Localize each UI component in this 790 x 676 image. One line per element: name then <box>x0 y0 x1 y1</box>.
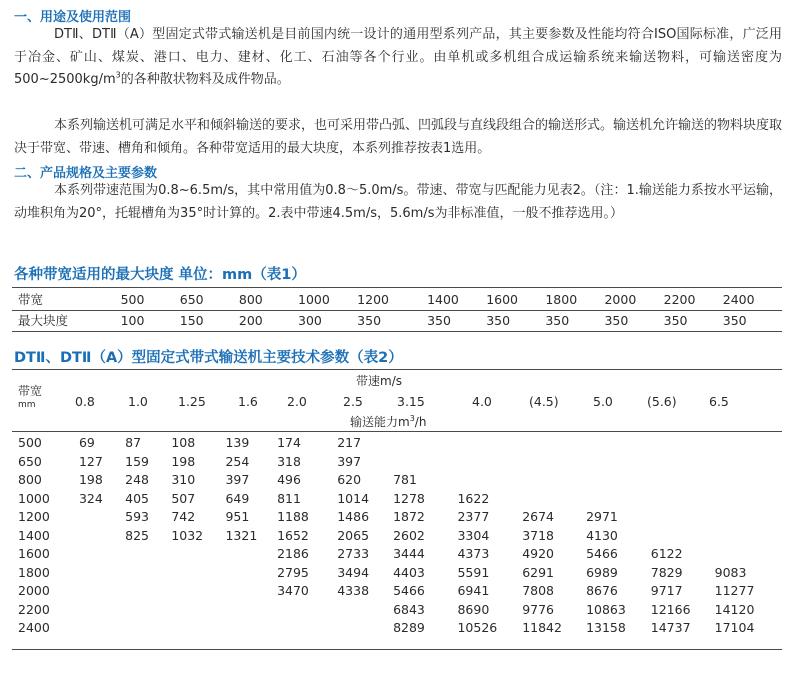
table1-cell: 350 <box>486 313 511 328</box>
table2-cell: 6941 <box>457 583 490 598</box>
table2-cell <box>125 619 171 638</box>
table2-cell <box>225 545 277 564</box>
table2-cell <box>393 453 457 472</box>
table2-cell: 11842 <box>522 620 562 635</box>
table2-cell <box>171 582 225 601</box>
table2-row-width: 2000 <box>18 583 50 598</box>
table2-cell: 825 <box>125 527 150 543</box>
table2-cell: 7829 <box>650 564 683 580</box>
table2-row <box>12 471 782 490</box>
table2-cell <box>225 619 277 638</box>
table2-cell: 3444 <box>393 546 425 561</box>
table2-cell: 4338 <box>337 583 370 598</box>
table2-cell <box>715 490 782 509</box>
table2-cell: 11277 <box>714 583 755 598</box>
table2-cell: 4373 <box>457 546 490 561</box>
table2-cell <box>651 453 715 472</box>
section1-paragraph1-tail: 的各种散状物料及成件物品。 <box>120 72 290 87</box>
section1-heading: 一、用途及使用范围 <box>14 10 132 25</box>
table2-speed-header: 1.0 <box>128 394 148 409</box>
table1-cell: 1400 <box>427 290 486 311</box>
table2-cell <box>522 490 586 509</box>
table2-cell <box>457 471 522 490</box>
table2-row-width: 650 <box>18 453 42 469</box>
table2-cell: 4920 <box>522 546 555 561</box>
table2-cell: 1032 <box>171 527 204 543</box>
table2-cell: 318 <box>277 453 301 469</box>
table2-cell: 397 <box>225 472 250 487</box>
table2-speed-header: (4.5) <box>529 394 559 409</box>
table1-cell: 350 <box>663 313 688 328</box>
table2-row-width: 2200 <box>18 601 50 617</box>
table1 <box>12 290 782 331</box>
table2-cell <box>79 527 125 546</box>
table2-speed-header: 1.6 <box>238 394 258 409</box>
table2-row <box>12 619 782 638</box>
table2-cell: 3718 <box>522 527 555 543</box>
table2-width-label: 带宽 <box>18 384 43 398</box>
table2-cell: 6122 <box>650 546 683 561</box>
table2-row-width: 1800 <box>18 564 50 580</box>
table2-cell: 5466 <box>393 583 425 598</box>
table2-row <box>12 564 782 583</box>
cubic-superscript: 3 <box>115 70 121 80</box>
table2-row <box>12 453 782 472</box>
table1-bottom-rule <box>12 331 782 332</box>
table2-cell: 198 <box>78 472 103 487</box>
table2-speed-header: 4.0 <box>472 394 492 409</box>
table2-row <box>12 490 782 509</box>
table2-cell <box>715 527 782 546</box>
table2-speed-header: 3.15 <box>397 394 425 409</box>
table2-cell: 781 <box>393 472 417 487</box>
table2-row-width: 1000 <box>18 490 50 506</box>
table2-cell: 7808 <box>522 583 555 598</box>
table2-cell: 3304 <box>457 527 490 543</box>
table1-cell: 150 <box>179 313 204 328</box>
table2-cell <box>225 564 277 583</box>
table2-top-rule <box>12 369 782 370</box>
table2-cell: 2733 <box>337 546 370 561</box>
table2-cell <box>79 601 125 620</box>
table2-cell: 9083 <box>714 564 747 580</box>
table2-cell: 8676 <box>586 583 618 598</box>
table2-cell: 159 <box>125 453 150 469</box>
section1-paragraph2: 本系列输送机可满足水平和倾斜输送的要求，也可采用带凸弧、凹弧段与直线段组合的输送形式。输送机允许输送的物料块度取决于带宽、带速、槽角和倾角。各种带宽适用的最大块度，本系列推荐按表1选用。 <box>14 118 783 156</box>
table2-cell <box>171 564 225 583</box>
table1-row-label: 最大块度 <box>18 313 69 328</box>
table2-row-width: 1200 <box>18 509 50 524</box>
table2-cell: 87 <box>125 435 142 450</box>
table2-cell: 12166 <box>650 601 691 617</box>
table2-capacity-text: 输送能力m <box>350 415 410 429</box>
table2-cell <box>79 508 125 527</box>
table2-cell: 507 <box>171 490 196 506</box>
table2-cell <box>125 545 171 564</box>
table2-cell: 4403 <box>393 564 425 580</box>
table2-cell <box>277 619 337 638</box>
table2-cell: 1188 <box>277 509 309 524</box>
table1-cell: 300 <box>298 313 322 328</box>
table2-cell: 1014 <box>337 490 370 506</box>
table2-capacity-superscript: 3 <box>409 414 415 423</box>
table2-cell: 10526 <box>457 620 498 635</box>
table2-cell: 2377 <box>457 509 490 524</box>
table2-row <box>12 582 782 601</box>
table2-cell <box>171 619 225 638</box>
table2-cell <box>522 434 586 453</box>
table2-width-unit: mm <box>18 400 36 410</box>
table2-cell: 9717 <box>650 583 683 598</box>
table2-cell <box>715 453 782 472</box>
table2-speed-header: 2.0 <box>287 394 307 409</box>
table2-cell: 2065 <box>337 527 370 543</box>
section1-paragraph1-text: DTⅡ、DTⅡ（A）型固定式带式输送机是目前国内统一设计的通用型系列产品，其主要参数及性能均符合ISO国际标准，广泛用于冶金、矿山、煤炭、港口、电力、建材、化工、石油等各个行业。由单机或多机组合成运输系统来输送物料，可输送密度为500~2500kg/m <box>14 27 782 87</box>
table2-cell: 1622 <box>457 490 490 506</box>
table2-cell: 4130 <box>586 527 618 543</box>
table2-cell <box>457 434 522 453</box>
table2-cell <box>225 582 277 601</box>
table2-cell: 2186 <box>277 546 309 561</box>
table2-title: DTⅡ、DTⅡ（A）型固定式带式输送机主要技术参数（表2） <box>14 350 403 366</box>
table2-row-width: 500 <box>18 435 42 450</box>
table1-cell: 350 <box>427 313 451 328</box>
table2-cell <box>125 582 171 601</box>
table2-cell: 1486 <box>337 509 370 524</box>
table1-row-label: 带宽 <box>12 290 121 311</box>
table2-row <box>12 508 782 527</box>
table2-cell: 405 <box>125 490 150 506</box>
table2-row <box>12 527 782 546</box>
table1-cell: 2000 <box>604 290 663 311</box>
table2-row <box>12 434 782 453</box>
table2-row-width: 2400 <box>18 620 50 635</box>
table2-cell <box>277 601 337 620</box>
table2-cell <box>337 619 393 638</box>
table2-cell: 3470 <box>277 583 309 598</box>
table2-cell: 811 <box>277 490 301 506</box>
table2-cell: 198 <box>171 453 196 469</box>
table2-cell: 17104 <box>714 620 755 635</box>
table2-row <box>12 545 782 564</box>
table2-speed-label: 带速m/s <box>356 374 402 388</box>
section2-heading: 二、产品规格及主要参数 <box>14 166 158 181</box>
table2-cell <box>125 564 171 583</box>
table2-cell: 10863 <box>586 601 626 617</box>
table2-cell: 1652 <box>277 527 309 543</box>
table2-cell: 108 <box>171 435 196 450</box>
table2-cell <box>457 453 522 472</box>
table2-cell: 14120 <box>714 601 755 617</box>
table2-cell <box>586 490 651 509</box>
table2-speed-header: (5.6) <box>647 394 677 409</box>
table1-row-width <box>12 290 782 311</box>
table2-cell <box>715 508 782 527</box>
table1-cell: 350 <box>604 313 629 328</box>
table2-cell <box>171 601 225 620</box>
table2-cell: 310 <box>171 472 196 487</box>
section2-paragraph1: 本系列带速范围为0.8~6.5m/s，其中常用值为0.8～5.0m/s。带速、带宽与匹配能力见表2。（注：1.输送能力系按水平运输，动堆积角为20°，托辊槽角为35°时计算的。2.表中带速4.5m/s，5.6m/s为非标准值，一般不推荐选用。） <box>14 183 782 221</box>
table2-cell: 593 <box>125 509 150 524</box>
table2 <box>12 434 782 638</box>
table2-cell <box>715 434 782 453</box>
table2-row-width: 1400 <box>18 527 50 543</box>
table1-cell: 2200 <box>664 290 723 311</box>
table2-cell: 8289 <box>393 620 425 635</box>
table2-cell: 6989 <box>586 564 618 580</box>
table2-cell <box>651 471 715 490</box>
table2-cell <box>586 471 651 490</box>
table2-capacity-unit: /h <box>414 415 427 429</box>
table1-cell: 1200 <box>357 290 427 311</box>
table2-cell <box>171 545 225 564</box>
table2-speed-header: 1.25 <box>178 394 206 409</box>
table2-cell <box>79 564 125 583</box>
table1-cell: 500 <box>121 290 180 311</box>
table1-title: 各种带宽适用的最大块度 单位：mm（表1） <box>14 267 306 283</box>
table2-cell: 3494 <box>337 564 370 580</box>
table2-cell: 397 <box>337 453 362 469</box>
table2-cell: 6291 <box>522 564 555 580</box>
table2-cell: 69 <box>78 435 95 450</box>
table2-cell: 5591 <box>457 564 490 580</box>
table2-cell <box>522 453 586 472</box>
table1-cell: 1000 <box>298 290 357 311</box>
section1-paragraph1 <box>14 24 782 92</box>
table2-cell <box>337 601 393 620</box>
table2-cell <box>125 601 171 620</box>
table2-cell: 2971 <box>586 509 618 524</box>
table2-cell: 620 <box>337 472 362 487</box>
table1-cell: 2400 <box>723 290 782 311</box>
table2-cell <box>715 545 782 564</box>
table2-cell: 13158 <box>586 620 626 635</box>
table2-cell: 2602 <box>393 527 425 543</box>
table2-cell <box>651 490 715 509</box>
table2-cell <box>651 508 715 527</box>
table2-cell: 139 <box>225 435 250 450</box>
table2-row-width: 1600 <box>18 546 50 561</box>
table2-cell: 9776 <box>522 601 555 617</box>
table1-cell: 1600 <box>486 290 545 311</box>
table2-capacity-label <box>350 413 426 430</box>
table2-cell <box>79 545 125 564</box>
table1-top-rule <box>12 287 782 288</box>
table2-cell: 324 <box>78 490 103 506</box>
table2-header-rule <box>12 431 782 432</box>
table2-cell <box>522 471 586 490</box>
table2-row <box>12 601 782 620</box>
table2-cell <box>79 582 125 601</box>
table2-cell: 649 <box>225 490 250 506</box>
table1-cell: 800 <box>239 290 298 311</box>
table2-row-width: 800 <box>18 472 42 487</box>
table2-cell: 8690 <box>457 601 490 617</box>
table2-cell: 496 <box>277 472 301 487</box>
table2-cell <box>651 434 715 453</box>
table1-cell: 350 <box>357 313 382 328</box>
table1-cell: 200 <box>238 313 263 328</box>
table2-cell: 14737 <box>650 620 691 635</box>
table2-cell: 951 <box>225 509 250 524</box>
table2-cell: 174 <box>277 435 301 450</box>
table2-cell: 1321 <box>225 527 258 543</box>
table1-cell: 650 <box>180 290 239 311</box>
table2-cell: 2795 <box>277 564 309 580</box>
table2-cell: 217 <box>337 435 362 450</box>
table2-speed-header: 2.5 <box>343 394 363 409</box>
table2-cell <box>715 471 782 490</box>
table2-cell: 248 <box>125 472 150 487</box>
table2-speed-header: 5.0 <box>593 394 613 409</box>
table2-cell <box>586 434 651 453</box>
table1-row-lump-size <box>12 311 782 332</box>
table2-speed-header: 6.5 <box>709 394 729 409</box>
table2-cell: 742 <box>171 509 196 524</box>
table1-cell: 100 <box>120 313 145 328</box>
table2-cell: 5466 <box>586 546 618 561</box>
table1-cell: 350 <box>545 313 570 328</box>
table2-cell <box>225 601 277 620</box>
table2-cell: 1872 <box>393 509 425 524</box>
table2-cell <box>79 619 125 638</box>
table2-cell: 1278 <box>393 490 425 506</box>
table1-cell: 350 <box>722 313 747 328</box>
table2-bottom-rule <box>12 649 782 650</box>
table2-cell <box>393 434 457 453</box>
table2-speed-header: 0.8 <box>75 394 95 409</box>
table2-cell: 2674 <box>522 509 555 524</box>
table2-cell: 254 <box>225 453 250 469</box>
table1-cell: 1800 <box>545 290 604 311</box>
table2-cell: 6843 <box>393 601 425 617</box>
table2-cell <box>586 453 651 472</box>
table2-cell: 127 <box>78 453 103 469</box>
table2-cell <box>651 527 715 546</box>
